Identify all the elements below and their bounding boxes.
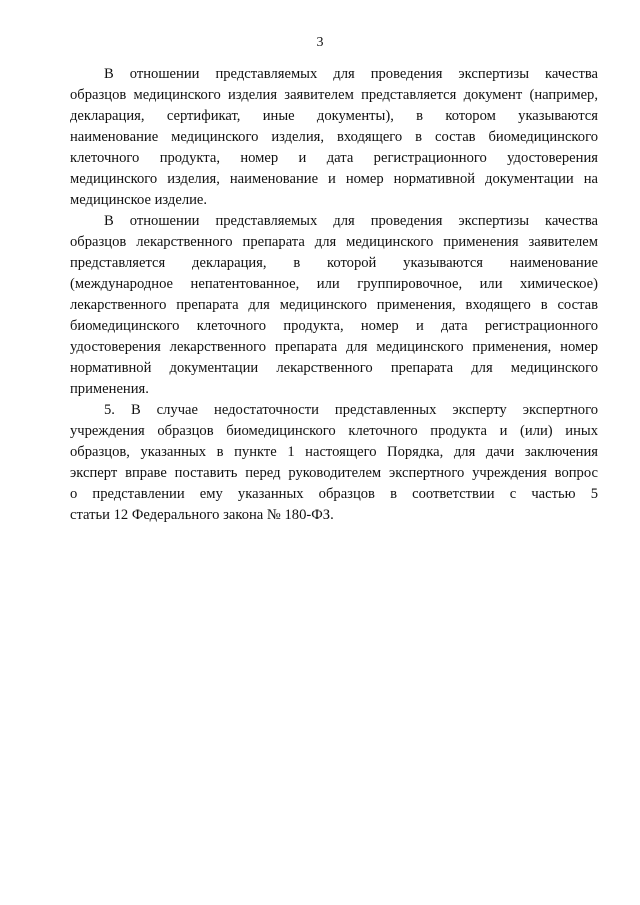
text-line: медицинское изделие. — [70, 192, 208, 208]
page-number: 3 — [316, 35, 324, 50]
text-line: наименование медицинского изделия, входящего в состав биомедицинского — [70, 129, 598, 145]
text-line: лекарственного препарата для медицинского применения, входящего в состав — [70, 297, 598, 313]
text-line: статьи 12 Федерального закона № 180-ФЗ. — [70, 507, 334, 523]
text-line: эксперт вправе поставить перед руководителем экспертного учреждения вопрос — [70, 465, 598, 481]
text-line: медицинского изделия, наименование и номер нормативной документации на — [70, 171, 598, 187]
text-line: применения. — [70, 381, 149, 397]
text-line: 5. В случае недостаточности представленных эксперту экспертного — [104, 402, 598, 418]
text-line: учреждения образцов биомедицинского клеточного продукта и (или) иных — [70, 423, 598, 439]
text-line: клеточного продукта, номер и дата регистрационного удостоверения — [70, 150, 598, 166]
text-line: о представлении ему указанных образцов в соответствии с частью 5 — [70, 486, 598, 502]
text-line: образцов медицинского изделия заявителем представляется документ (например, — [70, 87, 598, 103]
text-line: (международное непатентованное, или группировочное, или химическое) — [70, 276, 598, 292]
text-line: образцов, указанных в пункте 1 настоящего Порядка, для дачи заключения — [70, 444, 598, 460]
document-body — [70, 64, 598, 526]
text-line: В отношении представляемых для проведения экспертизы качества — [104, 213, 598, 229]
text-line: образцов лекарственного препарата для медицинского применения заявителем — [70, 234, 598, 250]
paragraph-drug-samples — [70, 211, 598, 400]
text-line: В отношении представляемых для проведения экспертизы качества — [104, 66, 598, 82]
text-line: декларация, сертификат, иные документы), в котором указываются — [70, 108, 598, 124]
text-line: представляется декларация, в которой указываются наименование — [70, 255, 598, 271]
paragraph-medical-device-samples — [70, 64, 598, 211]
text-line: удостоверения лекарственного препарата для медицинского применения, номер — [70, 339, 598, 355]
paragraph-item-5 — [70, 400, 598, 526]
text-line: нормативной документации лекарственного препарата для медицинского — [70, 360, 598, 376]
text-line: биомедицинского клеточного продукта, номер и дата регистрационного — [70, 318, 598, 334]
